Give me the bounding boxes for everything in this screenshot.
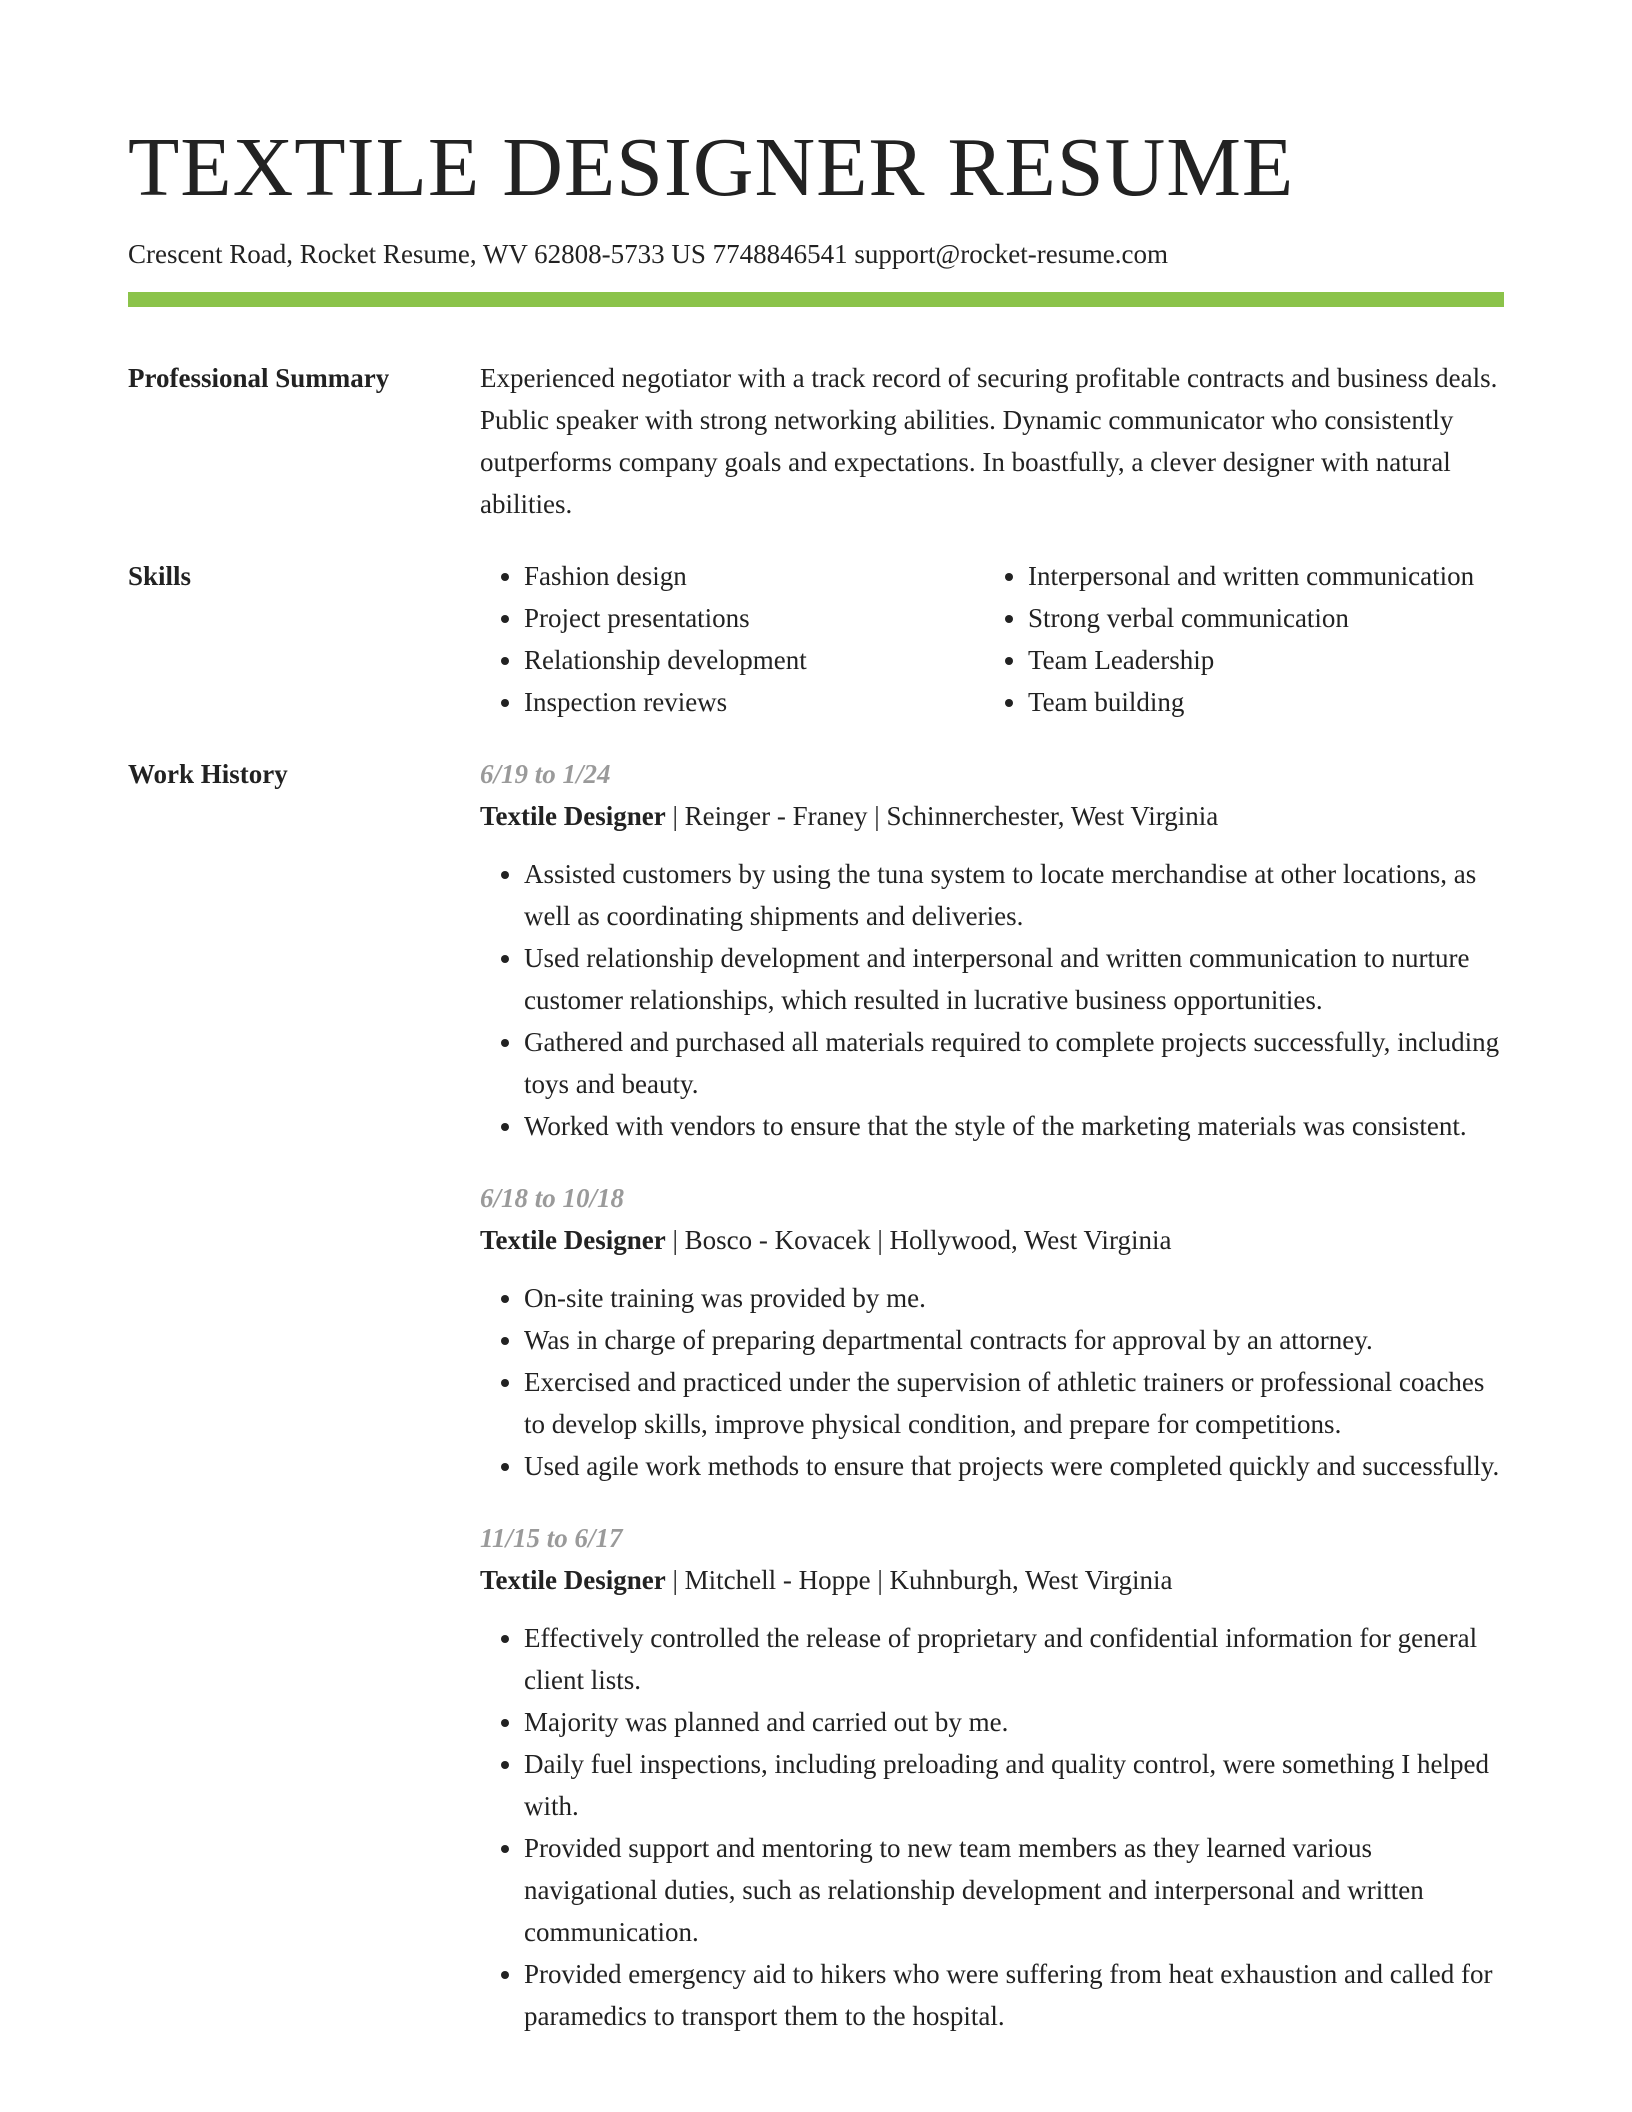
section-label-summary: Professional Summary <box>128 363 390 393</box>
job-title: Textile Designer <box>480 1225 666 1255</box>
job-bullet: • Effectively controlled the release of proprietary and confidential information for general client lists. <box>524 1617 1504 1701</box>
job-bullet: • On-site training was provided by me. <box>524 1277 1504 1319</box>
job-bullet: • Provided support and mentoring to new team members as they learned various navigational duties, such as relationship development and interpersonal and written communication. <box>524 1827 1504 1953</box>
job-entry <box>480 753 1504 1147</box>
job-dates: 11/15 to 6/17 <box>480 1523 623 1553</box>
skill-item: • Inspection reviews <box>524 681 984 723</box>
job-title: Textile Designer <box>480 1565 666 1595</box>
skills-section <box>128 555 1504 723</box>
job-bullets <box>480 1277 1504 1487</box>
accent-divider <box>128 292 1504 307</box>
job-heading <box>480 1219 1504 1261</box>
summary-text: Experienced negotiator with a track record of securing profitable contracts and business deals. Public speaker with strong networking abilities. Dynamic communicator who consistently outperforms company goals and expectations. In boastfully, a clever designer with natural abilities. <box>480 363 1498 519</box>
job-heading <box>480 1559 1504 1601</box>
job-details: | Bosco - Kovacek | Hollywood, West Virginia <box>665 1225 1172 1255</box>
resume-title: TEXTILE DESIGNER RESUME <box>128 121 1295 214</box>
job-bullet: • Majority was planned and carried out by me. <box>524 1701 1504 1743</box>
job-bullet: • Provided emergency aid to hikers who were suffering from heat exhaustion and called for paramedics to transport them to the hospital. <box>524 1953 1504 2037</box>
skill-item: • Fashion design <box>524 555 984 597</box>
skill-item: • Project presentations <box>524 597 984 639</box>
contact-line: Crescent Road, Rocket Resume, WV 62808-5733 US 7748846541 support@rocket-resume.com <box>128 239 1168 269</box>
skill-item: • Relationship development <box>524 639 984 681</box>
skill-item: • Team building <box>1028 681 1504 723</box>
skill-item: • Team Leadership <box>1028 639 1504 681</box>
job-heading <box>480 795 1504 837</box>
job-details: | Mitchell - Hoppe | Kuhnburgh, West Virginia <box>665 1565 1173 1595</box>
professional-summary-section <box>128 357 1504 525</box>
skills-grid <box>480 555 1504 723</box>
job-title: Textile Designer <box>480 801 666 831</box>
job-details: | Reinger - Franey | Schinnerchester, West Virginia <box>665 801 1219 831</box>
job-bullet: • Worked with vendors to ensure that the style of the marketing materials was consistent. <box>524 1105 1504 1147</box>
job-dates: 6/19 to 1/24 <box>480 759 611 789</box>
job-entry <box>480 1517 1504 2037</box>
skill-item: • Strong verbal communication <box>1028 597 1504 639</box>
job-bullet: • Exercised and practiced under the supervision of athletic trainers or professional coaches to develop skills, improve physical condition, and prepare for competitions. <box>524 1361 1504 1445</box>
section-label-skills: Skills <box>128 561 192 591</box>
job-entry <box>480 1177 1504 1487</box>
job-bullet: • Used relationship development and interpersonal and written communication to nurture customer relationships, which resulted in lucrative business opportunities. <box>524 937 1504 1021</box>
job-bullets <box>480 853 1504 1147</box>
job-bullets <box>480 1617 1504 2037</box>
work-history-section <box>128 753 1504 2067</box>
job-bullet: • Gathered and purchased all materials required to complete projects successfully, including toys and beauty. <box>524 1021 1504 1105</box>
job-bullet: • Daily fuel inspections, including preloading and quality control, were something I helped with. <box>524 1743 1504 1827</box>
skills-list-left <box>480 555 984 723</box>
section-label-work: Work History <box>128 759 288 789</box>
job-bullet: • Used agile work methods to ensure that projects were completed quickly and successfully. <box>524 1445 1504 1487</box>
skills-list-right <box>984 555 1504 723</box>
job-dates: 6/18 to 10/18 <box>480 1183 625 1213</box>
job-bullet: • Was in charge of preparing departmental contracts for approval by an attorney. <box>524 1319 1504 1361</box>
work-history-body <box>480 753 1504 2067</box>
job-bullet: • Assisted customers by using the tuna system to locate merchandise at other locations, as well as coordinating shipments and deliveries. <box>524 853 1504 937</box>
skill-item: • Interpersonal and written communication <box>1028 555 1504 597</box>
